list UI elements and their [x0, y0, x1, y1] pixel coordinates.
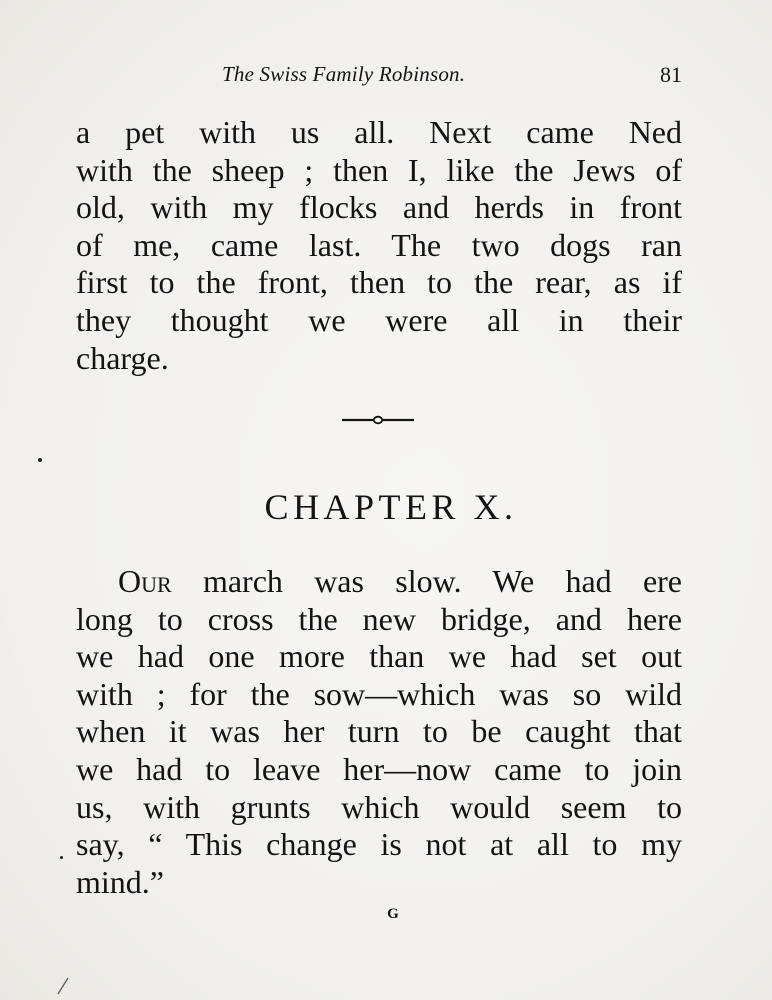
page-number: 81 [660, 62, 682, 87]
text-line: with ; for the sow—which was so wild [76, 675, 682, 712]
text-line: when it was her turn to be caught that [76, 713, 682, 750]
paper-speck [38, 458, 42, 462]
text-line: we had to leave her—now came to join [76, 750, 682, 787]
text-line: of me, came last. The two dogs ran [76, 226, 682, 263]
paragraph-continuation [76, 114, 682, 377]
text-line: a pet with us all. Next came Ned [76, 114, 682, 150]
text-line: we had one more than we had set out [76, 638, 682, 675]
text-line: say, “ This change is not at all to my [76, 826, 682, 863]
chapter-heading: CHAPTER X. [264, 487, 518, 527]
text-line: with the sheep ; then I, like the Jews of [76, 151, 682, 188]
text-line: long to cross the new bridge, and here [76, 600, 682, 637]
margin-mark [56, 972, 78, 996]
text-line-first [76, 563, 682, 601]
running-title: The Swiss Family Robinson. [222, 62, 466, 86]
text-line: old, with my flocks and herds in front [76, 189, 682, 226]
text-line: first to the front, then to the rear, as if [76, 264, 682, 301]
section-divider-ornament [342, 410, 414, 426]
text-line: mind.” [76, 863, 164, 900]
text-line: us, with grunts which would seem to [76, 788, 682, 825]
paper-speck [60, 856, 63, 859]
chapter-paragraph [76, 563, 682, 901]
page-header [76, 62, 682, 92]
text-line: they thought we were all in their [76, 301, 682, 338]
text-line: charge. [76, 339, 169, 376]
signature-mark: G [387, 906, 399, 922]
small-caps-opening-word: Our [118, 563, 172, 599]
first-line-text: march was slow. We had ere [171, 563, 682, 599]
